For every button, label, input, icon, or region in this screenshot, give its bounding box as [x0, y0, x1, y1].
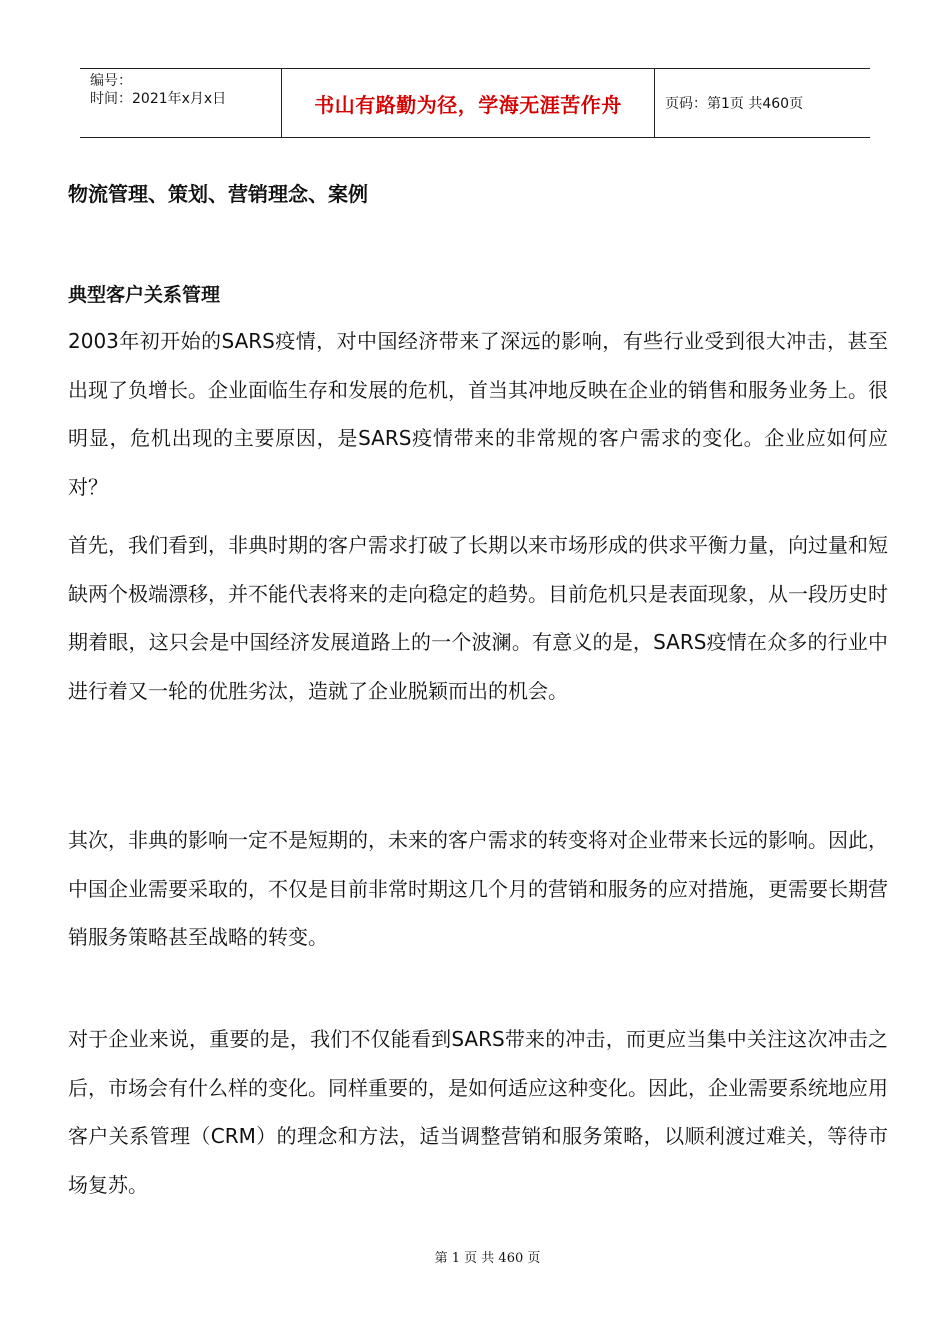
paragraph: 对于企业来说，重要的是，我们不仅能看到SARS带来的冲击，而更应当集中关注这次冲击之后，市场会有什么样的变化。同样重要的，是如何适应这种变化。因此，企业需要系统地应用客户关系管理（CRM）的理念和方法，适当调整营销和服务策略，以顺利渡过难关，等待市场复苏。 [68, 1027, 888, 1197]
header-meta-cell [80, 69, 282, 137]
page-info: 页码：第1页 共460页 [665, 96, 804, 112]
number-label: 编号： [90, 73, 132, 89]
paragraph: 首先，我们看到，非典时期的客户需求打破了长期以来市场形成的供求平衡力量，向过量和短缺两个极端漂移，并不能代表将来的走向稳定的趋势。目前危机只是表面现象，从一段历史时期着眼，这只会是中国经济发展道路上的一个波澜。有意义的是，SARS疫情在众多的行业中进行着又一轮的优胜劣汰，造就了企业脱颖而出的机会。 [68, 533, 888, 703]
header-page-cell [655, 69, 870, 137]
motto-text: 书山有路勤为径，学海无涯苦作舟 [314, 92, 622, 117]
page-footer: 第 1 页 共 460 页 [434, 1251, 541, 1266]
document-title: 物流管理、策划、营销理念、案例 [68, 182, 368, 206]
header-motto-cell [282, 69, 655, 137]
header-table [80, 68, 870, 138]
time-label: 时间：2021年x月x日 [90, 91, 227, 107]
paragraph: 其次，非典的影响一定不是短期的，未来的客户需求的转变将对企业带来长远的影响。因此，中国企业需要采取的，不仅是目前非常时期这几个月的营销和服务的应对措施，更需要长期营销服务策略甚至战略的转变。 [68, 828, 888, 949]
section-heading: 典型客户关系管理 [68, 284, 221, 306]
paragraph: 2003年初开始的SARS疫情，对中国经济带来了深远的影响，有些行业受到很大冲击，甚至出现了负增长。企业面临生存和发展的危机，首当其冲地反映在企业的销售和服务业务上。很明显，危机出现的主要原因，是SARS疫情带来的非常规的客户需求的变化。企业应如何应对？ [68, 329, 888, 499]
